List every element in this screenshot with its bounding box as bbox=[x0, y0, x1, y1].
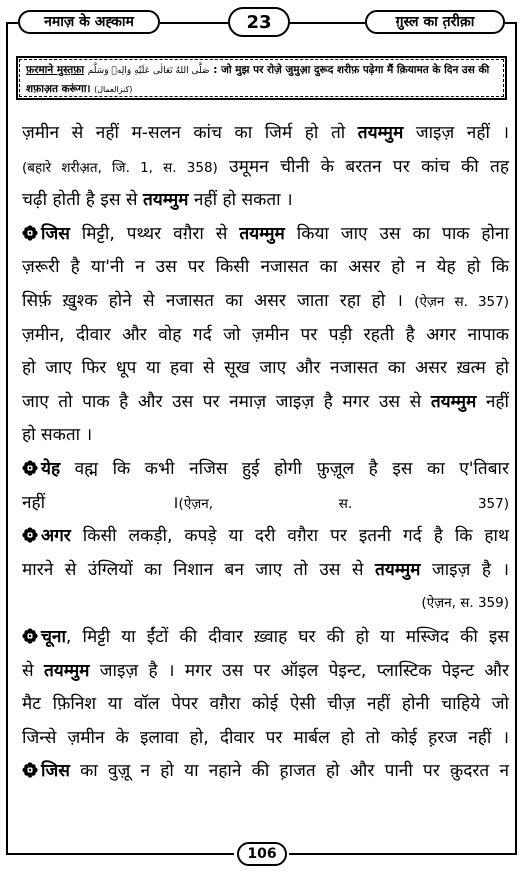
highlight-term: तयम्मुम bbox=[143, 190, 189, 211]
text-line: मारने से उंग्लियों का निशान बन जाए तो उस से तयम्मुम जाइज़ है । bbox=[22, 559, 509, 580]
header-rule bbox=[160, 22, 228, 24]
chapter-page-number: 23 bbox=[228, 7, 290, 37]
reference: (ऐज़न स. 357) bbox=[414, 293, 509, 310]
lead-word: येह bbox=[41, 458, 61, 479]
flower-bullet-icon bbox=[22, 762, 38, 778]
hadith-notice-box bbox=[16, 56, 507, 100]
right-border-line bbox=[515, 24, 517, 854]
reference: (ऐज़न, स. 357) bbox=[178, 495, 509, 512]
page-number: 106 bbox=[237, 842, 287, 866]
text-line: (बहारे शरीअ़त, जि. 1, स. 358) उमूमन चीनी के बरतन पर कांच की तह bbox=[22, 156, 509, 177]
flower-bullet-icon bbox=[22, 225, 38, 241]
page-footer bbox=[6, 841, 517, 867]
text-line: जाए तो पाक है और उस पर नमाज़ जाइज़ है मगर उस से तयम्मुम नहीं bbox=[22, 391, 509, 412]
text-line: ज़रूरी है या'नी न उस पर किसी नजासत का असर हो न येह हो कि bbox=[22, 257, 509, 278]
text-line: हो सकता । bbox=[22, 425, 93, 446]
text-line: ज़मीन से नहीं म-सलन कांच का जिर्म हो तो तयम्मुम जाइज़ नहीं । bbox=[22, 123, 510, 143]
text-line: जिन्से ज़मीन के इलावा हो, दीवार पर मार्बल हो तो कोई ह़रज नहीं । bbox=[22, 727, 509, 748]
arabic-salutation: صَلَّى اللهُ تَعَالٰى عَلَيْهِ وَالِهٖ وَسَلَّم bbox=[87, 66, 210, 76]
text-line: मैट फ़िनिश या वॉल पेपर वग़ैरा कोई ऐसी चीज़ नहीं होनी चाहिये जो bbox=[22, 694, 509, 715]
notice-source: (کنزالعمال) bbox=[94, 85, 133, 94]
footer-rule bbox=[6, 853, 234, 855]
paragraph-start: जिस का वुज़ू न हो या नहाने की ह़ाजत हो और पानी पर क़ुदरत न bbox=[22, 755, 509, 789]
lead-word: जिस bbox=[41, 223, 70, 244]
text-line: हो जाए फिर धूप या हवा से सूख जाए और नजासत का असर ख़त्म हो bbox=[22, 358, 509, 379]
paragraph-start: येह वह्म कि कभी नजिस हुई होगी फ़ुज़ूल है इस का ए'तिबार bbox=[22, 453, 509, 487]
lead-word: अगर bbox=[41, 526, 71, 547]
reference: (ऐज़न, स. 359) bbox=[421, 595, 509, 612]
paragraph-start: चूना, मिट्टी या ईंटों की दीवार ख़्वाह घर की हो या मस्जिद की इस bbox=[22, 621, 509, 655]
lead-word: जिस bbox=[41, 761, 70, 782]
lead-word: चूना bbox=[41, 626, 66, 647]
flower-bullet-icon bbox=[22, 628, 38, 644]
text-line: चढ़ी होती है इस से तयम्मुम नहीं हो सकता । bbox=[22, 190, 293, 211]
flower-bullet-icon bbox=[22, 460, 38, 476]
notice-text: : जो मुझ पर रोज़े जुमुआ़ दुरूद शरीफ़ पढ़ेगा मैं क़ियामत के दिन उस की bbox=[213, 64, 490, 76]
header-rule bbox=[290, 22, 365, 24]
paragraph-start: अगर किसी लकड़ी, कपड़े या दरी वग़ैरा पर इतनी गर्द है कि हाथ bbox=[22, 520, 509, 554]
notice-heading: फ़रमाने मुस्त़फ़ा bbox=[26, 64, 85, 76]
chapter-title: ग़ुस्ल का त़रीक़ा bbox=[365, 10, 505, 34]
page-frame bbox=[6, 4, 517, 875]
footer-rule bbox=[289, 853, 517, 855]
page-body bbox=[22, 117, 509, 789]
paragraph-start: जिस मिट्टी, पथ्थर वग़ैरा से तयम्मुम किया जाए उस का पाक होना bbox=[22, 218, 509, 252]
highlight-term: तयम्मुम bbox=[43, 660, 90, 681]
header-rule bbox=[505, 22, 517, 24]
flower-bullet-icon bbox=[22, 527, 38, 543]
text-line: सिर्फ़ ख़ुश्क होने से नजासत का असर जाता रहा हो । (ऐज़न स. 357) bbox=[22, 290, 509, 311]
reference: (बहारे शरीअ़त, जि. 1, स. 358) bbox=[22, 159, 218, 176]
notice-text-end: शफ़ाअ़त करूंगा। bbox=[26, 83, 91, 95]
highlight-term: तयम्मुम bbox=[239, 223, 285, 244]
text-line: ज़मीन, दीवार और वोह गर्द जो ज़मीन पर पड़ी रहती है अगर नापाक bbox=[22, 324, 509, 345]
highlight-term: तयम्मुम bbox=[357, 123, 404, 143]
highlight-term: तयम्मुम bbox=[430, 391, 477, 412]
text-line: नहीं ।(ऐज़न, स. 357) bbox=[22, 492, 509, 513]
highlight-term: तयम्मुम bbox=[374, 559, 421, 580]
page-header bbox=[6, 4, 517, 44]
header-rule bbox=[6, 22, 18, 24]
left-border-line bbox=[6, 24, 8, 854]
book-title: नमाज़ के अह्काम bbox=[18, 10, 160, 34]
text-line: से तयम्मुम जाइज़ है । मगर उस पर ऑइल पेइन्ट, प्लास्टिक पेइन्ट और bbox=[22, 660, 509, 681]
